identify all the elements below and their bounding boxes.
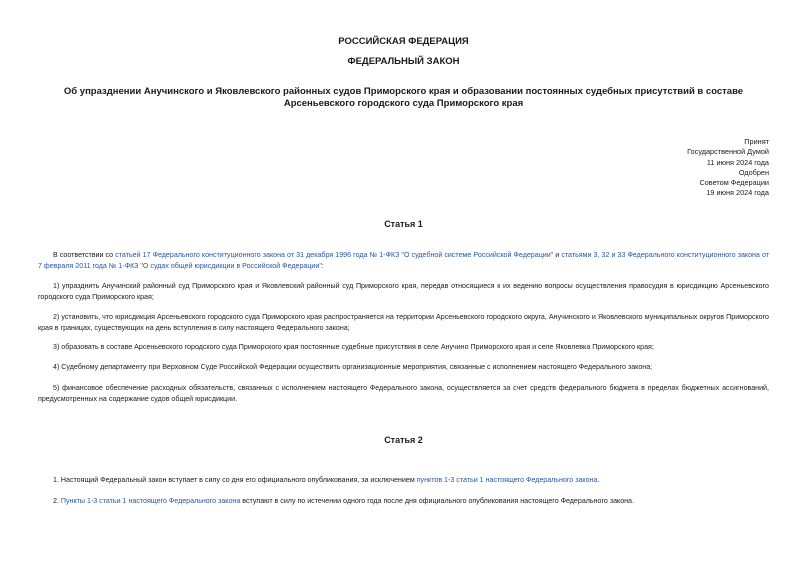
adopted-by: Государственной Думой: [687, 147, 769, 157]
adopted-label: Принят: [744, 137, 769, 146]
article-1-heading: Статья 1: [384, 219, 423, 229]
adopted-date: 11 июня 2024 года: [706, 157, 769, 167]
law-kind-heading: ФЕДЕРАЛЬНЫЙ ЗАКОН: [347, 56, 460, 67]
intro-text-1: В соответствии со: [53, 251, 116, 259]
article-2-part-2: [38, 496, 769, 507]
country-heading: РОССИЙСКАЯ ФЕДЕРАЦИЯ: [338, 36, 469, 47]
article-1-item-1: 1) упразднить Анучинский районный суд Приморского края и Яковлевский районный суд Приморского края, передав относящиеся к их ведению вопросы осуществления правосудия в юрисдикцию Арсеньевского городского суда Приморского края;: [38, 282, 769, 301]
law-title: Об упразднении Анучинского и Яковлевского районных судов Приморского края и образовании постоянных судебных присутствий в составе Арсеньевского городского суда Приморского края: [63, 86, 744, 109]
article-1-item-2: 2) установить, что юрисдикция Арсеньевского городского суда Приморского края распространяется на территории Арсеньевского городского округа, Анучинского и Яковлевского муниципальных округов Приморского края в границах, существующих на день вступления в силу настоящего Федерального закона;: [38, 313, 769, 332]
part-1-text-1: 1. Настоящий Федеральный закон вступает в силу со дня его официального опубликования, за исключением: [53, 476, 417, 484]
link-points-1-3-article-1-b[interactable]: Пункты 1-3 статьи 1 настоящего Федерального закона: [60, 497, 241, 505]
part-2-text-2: вступают в силу по истечении одного года после дня официального опубликования настоящего Федерального закона.: [240, 497, 634, 505]
part-2-text-1: 2.: [53, 497, 61, 505]
article-2-heading: Статья 2: [384, 435, 423, 445]
article-1-item-5: 5) финансовое обеспечение расходных обязательств, связанных с исполнением настоящего Федерального закона, осуществляется за счет средств федерального бюджета в пределах бюджетных ассигнований, предусмотренных на содержание судов общей юрисдикции.: [38, 384, 769, 403]
article-1-item-3: 3) образовать в составе Арсеньевского городского суда Приморского края постоянные судебные присутствия в селе Анучино Приморского края и селе Яковлевка Приморского края;: [53, 343, 654, 351]
article-1-intro: [38, 250, 769, 271]
link-article-17-fkz[interactable]: статьей 17 Федерального конституционного закона от 31 декабря 1996 года № 1-ФКЗ "О судебной системе Российской Федерации": [115, 251, 554, 259]
adoption-block: [687, 137, 769, 199]
intro-text-2: и: [553, 251, 562, 259]
approved-by: Советом Федерации: [699, 178, 769, 188]
intro-text-3: :: [321, 261, 324, 270]
link-articles-3-32-33-fkz[interactable]: статьями 3, 32 и 33 Федерального конституционного закона от 7 февраля 2011 года № 1-ФКЗ "О судах общей юрисдикции в Российской Федерации": [38, 251, 769, 270]
article-2-part-1: [38, 475, 769, 486]
approved-label: Одобрен: [738, 167, 769, 177]
approved-date: 19 июня 2024 года: [706, 188, 769, 198]
link-points-1-3-article-1[interactable]: пунктов 1-3 статьи 1 настоящего Федерального закона: [416, 476, 598, 484]
part-1-text-2: .: [597, 476, 600, 484]
article-1-item-4: 4) Судебному департаменту при Верховном Суде Российской Федерации осуществить организационные мероприятия, связанные с исполнением настоящего Федерального закона;: [53, 363, 653, 371]
